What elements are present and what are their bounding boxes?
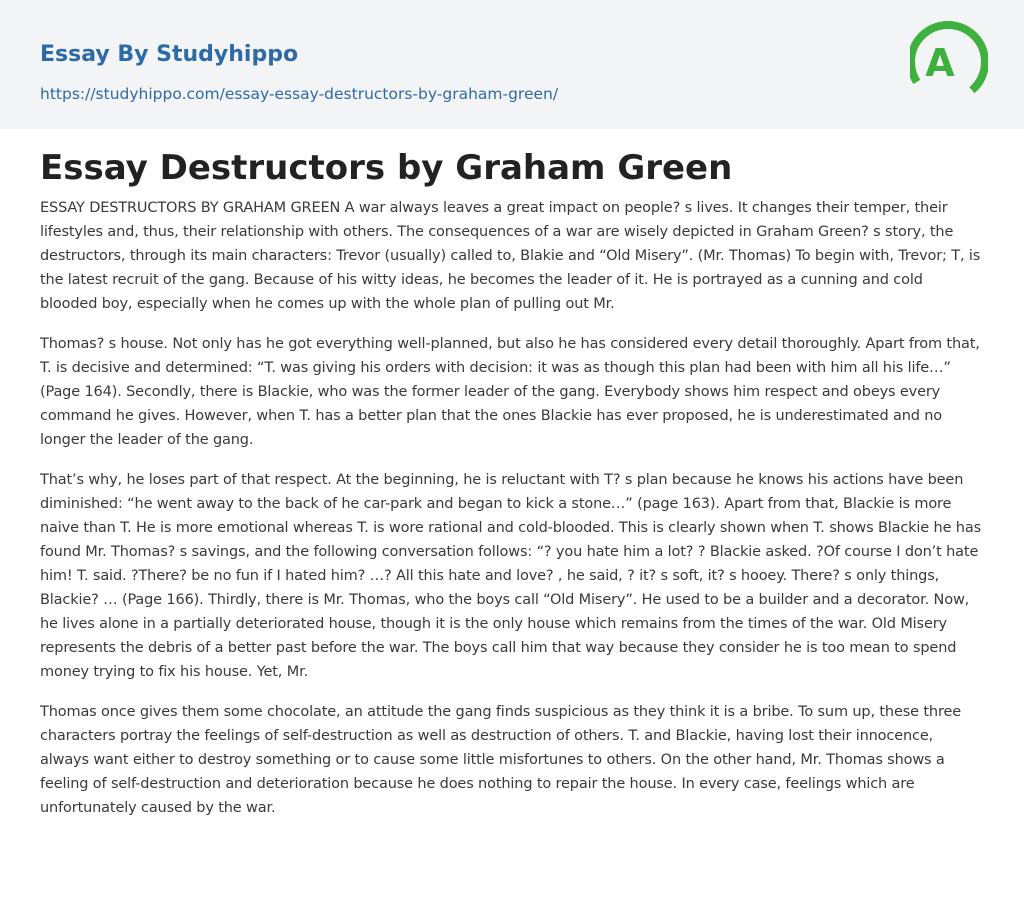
studyhippo-logo-icon[interactable] xyxy=(910,18,988,106)
article-content xyxy=(40,140,984,836)
article-paragraph-2: Thomas? s house. Not only has he got everything well-planned, but also he has considered every detail thoroughly. Apart from that, T. is decisive and determined: “T. was giving his orders with decision: it was as though this plan had been with him all his life…” (Page 164). Secondly, there is Blackie, who was the former leader of the gang. Everybody shows him respect and obeys every command he gives. However, when T. has a better plan that the ones Blackie has ever proposed, he is underestimated and no longer the leader of the gang. xyxy=(40,336,980,448)
article-paragraph-1: ESSAY DESTRUCTORS BY GRAHAM GREEN A war always leaves a great impact on people? s lives. It changes their temper, their lifestyles and, thus, their relationship with others. The consequences of a war are wisely depicted in Graham Green? s story, the destructors, through its main characters: Trevor (usually) called to, Blakie and “Old Misery”. (Mr. Thomas) To begin with, Trevor; T, is the latest recruit of the gang. Because of his witty ideas, he becomes the leader of it. He is portrayed as a cunning and cold blooded boy, especially when he comes up with the whole plan of pulling out Mr. xyxy=(40,200,981,312)
page-title: Essay Destructors by Graham Green xyxy=(40,148,733,188)
article-url-link[interactable]: https://studyhippo.com/essay-essay-destructors-by-graham-green/ xyxy=(40,85,559,103)
article-paragraph-4: Thomas once gives them some chocolate, an attitude the gang finds suspicious as they think it is a bribe. To sum up, these three characters portray the feelings of self-destruction as well as destruction of others. T. and Blackie, having lost their innocence, always want either to destroy something or to cause some little misfortunes to others. On the other hand, Mr. Thomas shows a feeling of self-destruction and deterioration because he does nothing to repair the house. In every case, feelings which are unfortunately caused by the war. xyxy=(40,704,961,816)
site-title[interactable]: Essay By Studyhippo xyxy=(40,42,299,67)
logo-letter: A xyxy=(925,41,955,85)
site-header xyxy=(0,0,1024,129)
article-paragraph-3: That’s why, he loses part of that respect. At the beginning, he is reluctant with T? s plan because he knows his actions have been diminished: “he went away to the back of he car-park and began to kick a stone…” (page 163). Apart from that, Blackie is more naive than T. He is more emotional whereas T. is wore rational and cold-blooded. This is clearly shown when T. shows Blackie he has found Mr. Thomas? s savings, and the following conversation follows: “? you hate him a lot? ? Blackie asked. ?Of course I don’t hate him! T. said. ?There? be no fun if I hated him? …? All this hate and love? , he said, ? it? s soft, it? s hooey. There? s only things, Blackie? … (Page 166). Thirdly, there is Mr. Thomas, who the boys call “Old Misery”. He used to be a builder and a decorator. Now, he lives alone in a partially deteriorated house, though it is the only house which remains from the times of the war. Old Misery represents the debris of a better past before the war. The boys call him that way because they consider he is too mean to spend money trying to fix his house. Yet, Mr. xyxy=(40,472,981,680)
